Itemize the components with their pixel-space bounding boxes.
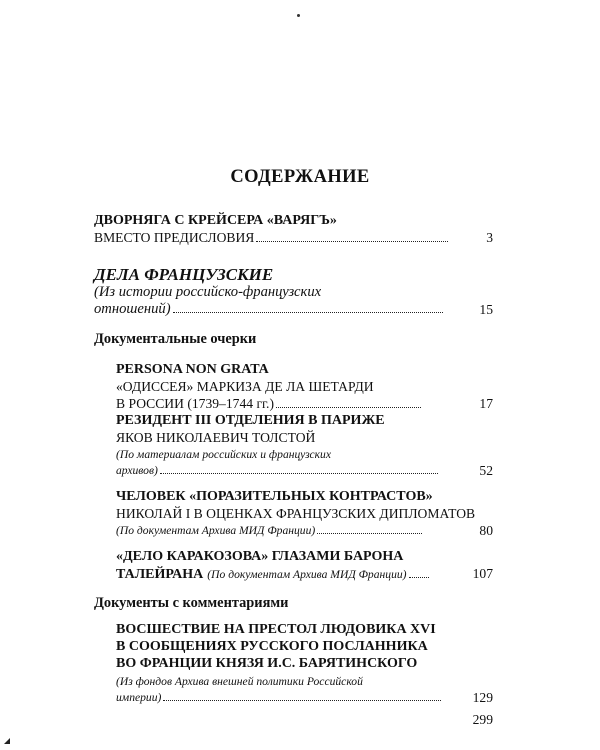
toc-page-number: 107 bbox=[472, 566, 493, 581]
print-mark bbox=[297, 14, 300, 17]
toc-entry-note bbox=[94, 301, 443, 318]
toc-page-number: 3 bbox=[486, 230, 493, 245]
toc-entry-title: «ДЕЛО КАРАКОЗОВА» ГЛАЗАМИ БАРОНА bbox=[116, 549, 404, 564]
dot-leader bbox=[256, 240, 448, 242]
toc-page-number: 80 bbox=[479, 523, 493, 538]
toc-entry-note-text: архивов) bbox=[116, 464, 158, 477]
toc-entry-title: В СООБЩЕНИЯХ РУССКОГО ПОСЛАННИКА bbox=[116, 639, 428, 654]
toc-entry-title: РЕЗИДЕНТ III ОТДЕЛЕНИЯ В ПАРИЖЕ bbox=[116, 413, 385, 428]
page-title: СОДЕРЖАНИЕ bbox=[230, 167, 370, 187]
toc-entry-note-text: империи) bbox=[116, 691, 162, 704]
section-heading: Документальные очерки bbox=[94, 331, 257, 347]
toc-entry-note bbox=[116, 522, 422, 539]
toc-entry-note: (По материалам российских и французских bbox=[116, 448, 332, 461]
section-heading: Документы с комментариями bbox=[94, 595, 289, 611]
toc-entry-note-text: (По документам Архива МИД Франции) bbox=[207, 568, 407, 581]
toc-entry-note: (Из истории российско-французских bbox=[94, 284, 322, 300]
page-folio: 299 bbox=[472, 712, 493, 727]
toc-entry-subtitle-text: ВМЕСТО ПРЕДИСЛОВИЯ bbox=[94, 230, 255, 245]
toc-entry-subtitle bbox=[94, 229, 448, 246]
toc-entry-line: «ОДИССЕЯ» МАРКИЗА ДЕ ЛА ШЕТАРДИ bbox=[116, 379, 374, 394]
toc-entry-title: ВО ФРАНЦИИ КНЯЗЯ И.С. БАРЯТИНСКОГО bbox=[116, 656, 418, 671]
dot-leader bbox=[317, 532, 422, 534]
dot-leader bbox=[173, 311, 443, 313]
toc-entry-title bbox=[116, 565, 429, 583]
toc-entry-line bbox=[116, 395, 421, 412]
toc-page-number: 52 bbox=[479, 463, 493, 478]
toc-entry-note bbox=[116, 462, 438, 479]
toc-page-number: 15 bbox=[479, 302, 493, 317]
scan-corner-mark bbox=[4, 738, 10, 744]
toc-entry-line: НИКОЛАЙ I В ОЦЕНКАХ ФРАНЦУЗСКИХ ДИПЛОМАТОВ bbox=[116, 506, 476, 521]
dot-leader bbox=[409, 576, 429, 578]
toc-page-number: 17 bbox=[479, 396, 493, 411]
toc-entry-title-text: ТАЛЕЙРАНА bbox=[116, 567, 204, 582]
toc-entry-note-text: (По документам Архива МИД Франции) bbox=[116, 524, 316, 537]
toc-page-number: 129 bbox=[472, 690, 493, 705]
toc-entry-note: (Из фондов Архива внешней политики Российской bbox=[116, 675, 363, 688]
toc-entry-title: PERSONA NON GRATA bbox=[116, 362, 269, 377]
toc-entry-title: ВОСШЕСТВИЕ НА ПРЕСТОЛ ЛЮДОВИКА XVI bbox=[116, 622, 436, 637]
toc-entry-title: ДЕЛА ФРАНЦУЗСКИЕ bbox=[94, 265, 274, 284]
toc-entry-title: ЧЕЛОВЕК «ПОРАЗИТЕЛЬНЫХ КОНТРАСТОВ» bbox=[116, 489, 433, 504]
toc-entry-title: ДВОРНЯГА С КРЕЙСЕРА «ВАРЯГЪ» bbox=[94, 213, 337, 228]
toc-entry-line: ЯКОВ НИКОЛАЕВИЧ ТОЛСТОЙ bbox=[116, 430, 316, 445]
toc-entry-line-text: В РОССИИ (1739–1744 гг.) bbox=[116, 396, 274, 411]
dot-leader bbox=[276, 406, 421, 408]
dot-leader bbox=[163, 699, 441, 701]
dot-leader bbox=[160, 472, 438, 474]
toc-entry-note bbox=[116, 689, 441, 706]
toc-entry-note-text: отношений) bbox=[94, 301, 171, 317]
